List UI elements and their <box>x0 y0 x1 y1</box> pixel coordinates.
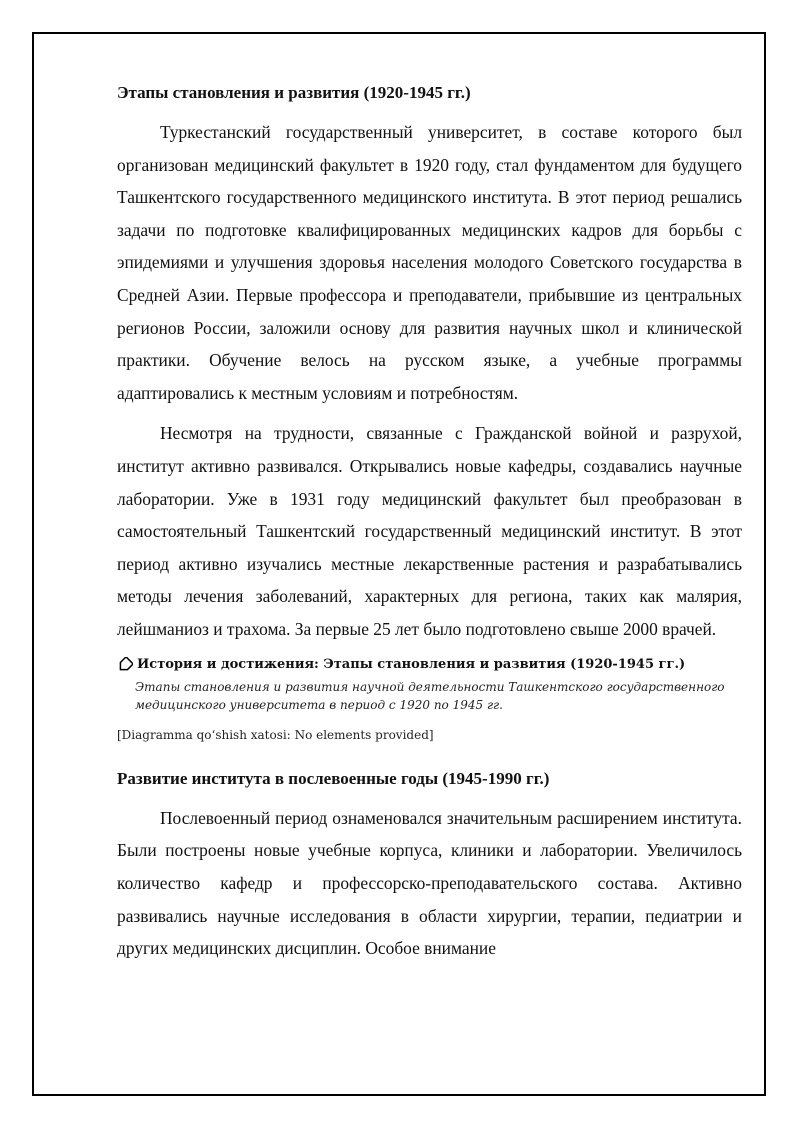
section-heading-1920-1945: Этапы становления и развития (1920-1945 гг.) <box>117 83 471 102</box>
tag-icon <box>117 657 133 673</box>
figure-block <box>117 656 742 742</box>
paragraph-2: Несмотря на трудности, связанные с Гражданской войной и разрухой, институт активно развивался. Открывались новые кафедры, создавались научные лаборатории. Уже в 1931 году медицинский факультет был преобразован в самостоятельный Ташкентский государственный медицинский институт. В этот период активно изучались местные лекарственные растения и разрабатывались методы лечения заболеваний, характерных для региона, таких как малярия, лейшманиоз и трахома. За первые 25 лет было подготовлено свыше 2000 врачей. <box>117 423 742 639</box>
paragraph-1: Туркестанский государственный университет, в составе которого был организован медицинский факультет в 1920 году, стал фундаментом для будущего Ташкентского государственного медицинского института. В этот период решались задачи по подготовке квалифицированных медицинских кадров для борьбы с эпидемиями и улучшения здоровья населения молодого Советского государства в Средней Азии. Первые профессора и преподаватели, прибывшие из центральных регионов России, заложили основу для развития научных школ и клинической практики. Обучение велось на русском языке, а учебные программы адаптировались к местным условиям и потребностям. <box>117 122 742 403</box>
document-body <box>117 82 742 973</box>
figure-caption: Этапы становления и развития научной деятельности Ташкентского государственного медицинского университета в период с 1920 по 1945 гг. <box>135 679 725 712</box>
figure-error-message: [Diagramma qo‘shish xatosi: No elements provided] <box>117 727 434 742</box>
figure-title: История и достижения: Этапы становления и развития (1920-1945 гг.) <box>137 656 686 672</box>
section-heading-1945-1990: Развитие института в послевоенные годы (1945-1990 гг.) <box>117 768 550 788</box>
paragraph-3: Послевоенный период ознаменовался значительным расширением института. Были построены новые учебные корпуса, клиники и лаборатории. Увеличилось количество кафедр и профессорско-преподавательского состава. Активно развивались научные исследования в области хирургии, терапии, педиатрии и других медицинских дисциплин. Особое внимание <box>117 807 742 959</box>
figure-title-row <box>117 656 742 674</box>
